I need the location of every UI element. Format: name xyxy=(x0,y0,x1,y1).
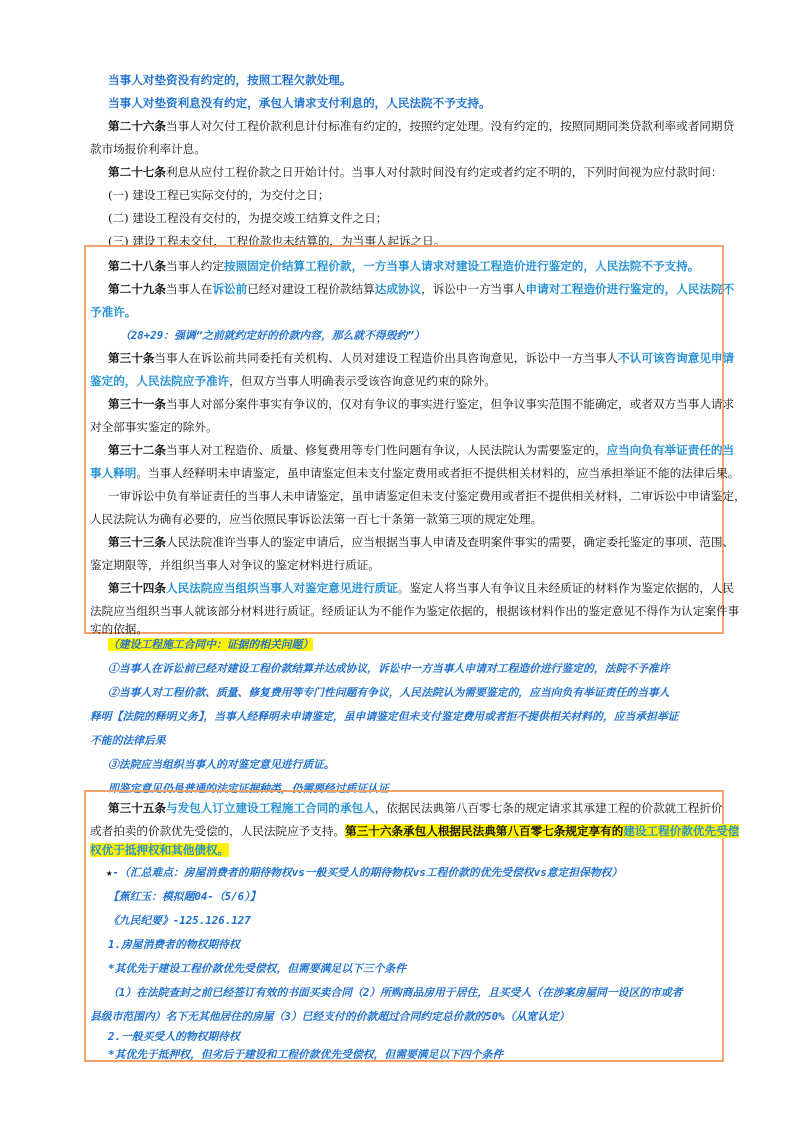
note: 不能的法律后果 xyxy=(90,734,166,747)
note: 2.一般买受人的物权期待权 xyxy=(108,1030,240,1043)
article-29-cont: 予准许。 xyxy=(90,305,137,319)
article-27-item: (一) 建设工程已实际交付的，为交付之日； xyxy=(108,188,330,202)
article-29: 第二十九条当事人在诉讼前已经对建设工程价款结算达成协议，诉讼中一方当事人申请对工程造价进行鉴定的，人民法院不 xyxy=(108,282,735,296)
note: （1）在法院查封之前已经签订有效的书面买卖合同（2）所购商品房用于居住，且买受人（在涉案房屋同一设区的市或者 xyxy=(108,986,683,999)
article-32-cont: 事人释明。当事人经释明未申请鉴定，虽申请鉴定但未支付鉴定费用或者拒不提供相关材料的，应当承担举证不能的法律后果。 xyxy=(90,466,740,480)
note: 【蕉红玉：模拟题04-（5/6）】 xyxy=(108,890,261,903)
note: 释明【法院的释明义务】，当事人经释明未申请鉴定，虽申请鉴定但未支付鉴定费用或者拒不提供相关材料的，应当承担举证 xyxy=(90,710,679,723)
article-27: 第二十七条利息从应付工程价款之日开始计付。当事人对付款时间没有约定或者约定不明的，下列时间视为应付款时间： xyxy=(108,165,723,179)
article-33-cont: 鉴定期限等，并组织当事人对争议的鉴定材料进行质证。 xyxy=(90,558,380,572)
note: ②当事人对工程价款、质量、修复费用等专门性问题有争议，人民法院认为需要鉴定的，应当向负有举证责任的当事人 xyxy=(108,686,670,699)
article-34: 第三十四条人民法院应当组织当事人对鉴定意见进行质证。鉴定人将当事人有争议且未经质证的材料作为鉴定依据的，人民 xyxy=(108,581,735,595)
note: *其优先于抵押权，但劣后于建设和工程价款优先受偿权，但需要满足以下四个条件 xyxy=(108,1048,504,1061)
text-line: 当事人对垫资没有约定的，按照工程欠款处理。 xyxy=(108,73,352,87)
article-27-item: (三) 建设工程未交付，工程价款也未结算的，为当事人起诉之日。 xyxy=(108,234,446,248)
note: 即鉴定意见仍是普通的法定证据种类，仍需要经过质证认证 xyxy=(108,782,389,795)
note: 《九民纪要》-125.126.127 xyxy=(108,914,251,927)
article-26-cont: 款市场报价利率计息。 xyxy=(90,142,206,156)
article-35: 第三十五条与发包人订立建设工程施工合同的承包人，依据民法典第八百零七条的规定请求其承建工程的价款就工程折价 xyxy=(108,801,723,815)
article-27-item: (二) 建设工程没有交付的，为提交竣工结算文件之日； xyxy=(108,211,388,225)
article-32: 第三十二条当事人对工程造价、质量、修复费用等专门性问题有争议，人民法院认为需要鉴定的，应当向负有举证责任的当 xyxy=(108,443,735,457)
article-35-cont: 或者拍卖的价款优先受偿的，人民法院应予支持。第三十六条承包人根据民法典第八百零七条规定享有的建设工程价款优先受偿 xyxy=(90,824,740,838)
article-30: 第三十条当事人在诉讼前共同委托有关机构、人员对建设工程造价出具咨询意见，诉讼中一方当事人不认可该咨询意见申请 xyxy=(108,351,735,365)
note: *其优先于建设工程价款优先受偿权，但需要满足以下三个条件 xyxy=(108,962,407,975)
star-icon: ★ xyxy=(106,866,113,879)
article-26: 第二十六条当事人对欠付工程价款利息计付标准有约定的，按照约定处理。没有约定的，按照同期同类贷款利率或者同期贷 xyxy=(108,119,735,133)
article-30-cont: 鉴定的，人民法院应予准许，但双方当事人明确表示受该咨询意见约束的除外。 xyxy=(90,374,496,388)
article-31-cont: 对全部事实鉴定的除外。 xyxy=(90,420,218,434)
article-28: 第二十八条当事人约定按照固定价结算工程价款，一方当事人请求对建设工程造价进行鉴定的，人民法院不予支持。 xyxy=(108,259,700,273)
article-33: 第三十三条人民法院准许当事人的鉴定申请后，应当根据当事人申请及查明案件事实的需要，确定委托鉴定的事项、范围、 xyxy=(108,535,735,549)
article-31: 第三十一条当事人对部分案件事实有争议的，仅对有争议的事实进行鉴定，但争议事实范围不能确定，或者双方当事人请求 xyxy=(108,397,735,411)
article-36-cont: 权优于抵押权和其他债权。 xyxy=(90,843,230,857)
article-34-cont: 实的依据。 xyxy=(90,622,148,636)
note: ③法院应当组织当事人的对鉴定意见进行质证。 xyxy=(108,758,335,771)
section-heading: （建设工程施工合同中：证据的相关问题） xyxy=(108,638,314,651)
article-34-cont: 法院应当组织当事人就该部分材料进行质证。经质证认为不能作为鉴定依据的，根据该材料作出的鉴定意见不得作为认定案件事 xyxy=(90,604,740,618)
note: ①当事人在诉讼前已经对建设工程价款结算并达成协议，诉讼中一方当事人申请对工程造价进行鉴定的，法院不予准许 xyxy=(108,662,670,675)
article-32-cont: 一审诉讼中负有举证责任的当事人未申请鉴定，虽申请鉴定但未支付鉴定费用或者拒不提供相关材料，二审诉讼中申请鉴定， xyxy=(108,489,746,503)
note: 县级市范围内）名下无其他居住的房屋（3）已经支付的价款超过合同约定总价款的50%（从宽认定） xyxy=(90,1010,570,1023)
note: 1.房屋消费者的物权期待权 xyxy=(108,938,240,951)
text-line: 当事人对垫资利息没有约定，承包人请求支付利息的，人民法院不予支持。 xyxy=(108,96,491,110)
article-32-cont: 人民法院认为确有必要的，应当依照民事诉讼法第一百七十条第一款第三项的规定处理。 xyxy=(90,512,543,526)
note: ★-（汇总难点：房屋消费者的期待物权vs一般买受人的期待物权vs工程价款的优先受偿权vs意定担保物权） xyxy=(106,866,623,879)
note: （28+29：强调“之前就约定好的价款内容，那么就不得毁约”） xyxy=(120,329,425,342)
